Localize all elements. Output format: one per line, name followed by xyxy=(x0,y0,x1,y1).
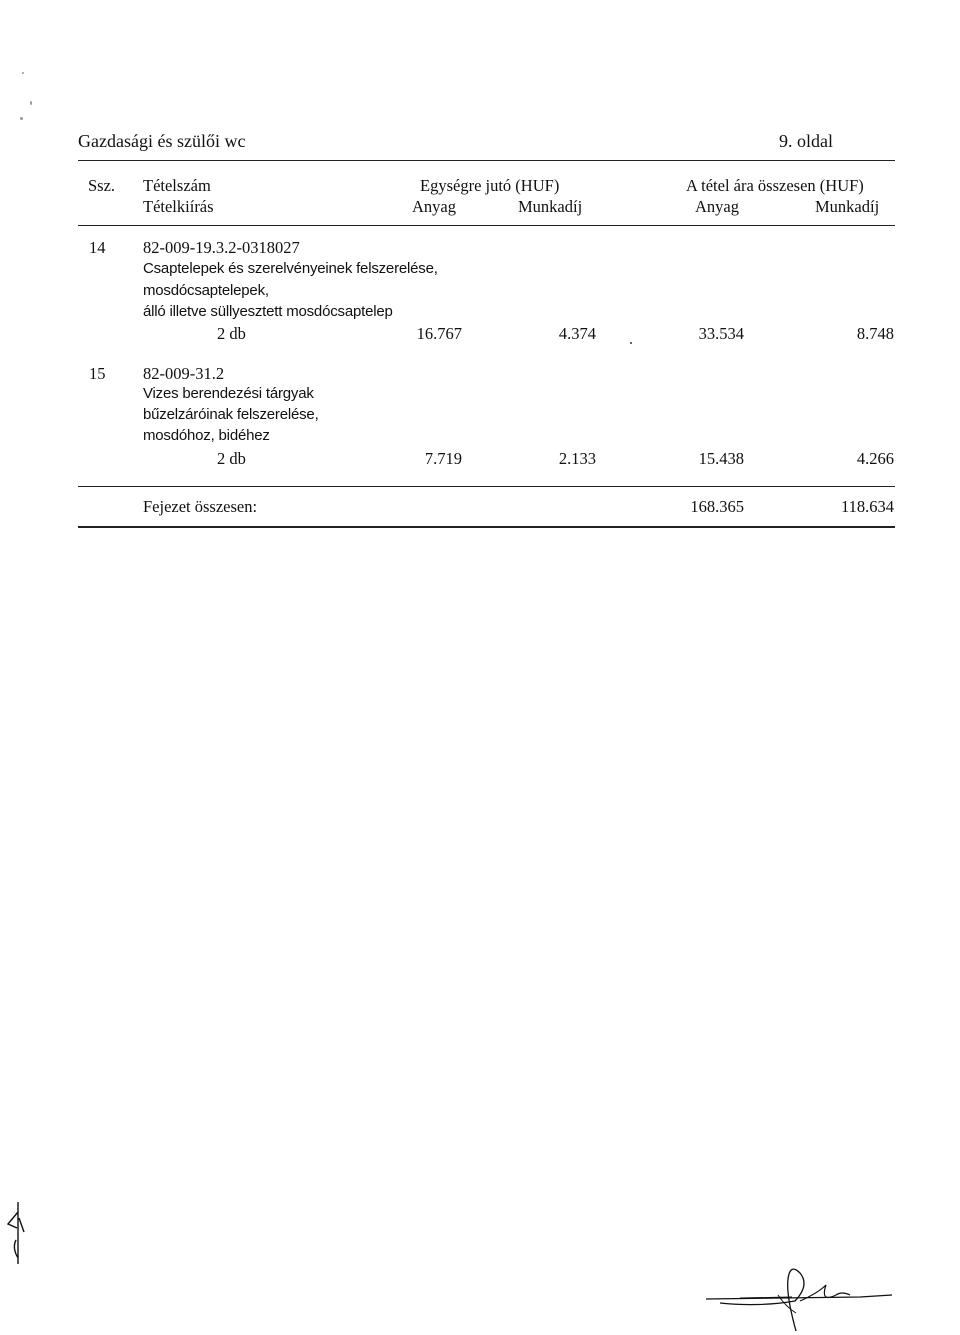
item-unit-labour: 2.133 xyxy=(558,449,596,468)
item-description-line: Vizes berendezési tárgyak xyxy=(143,385,314,402)
item-total-labour: 4.266 xyxy=(856,449,894,468)
col-total-labour: Munkadíj xyxy=(815,197,880,216)
scan-speck xyxy=(630,342,632,344)
document-title: Gazdasági és szülői wc xyxy=(78,131,246,151)
scan-speck xyxy=(20,117,23,120)
item-code: 82-009-31.2 xyxy=(143,364,225,383)
item-description-line: bűzelzáróinak felszerelése, xyxy=(143,406,319,423)
col-total-material: Anyag xyxy=(695,197,739,216)
col-ssz: Ssz. xyxy=(88,176,116,195)
item-ssz: 14 xyxy=(89,238,106,257)
col-item-number: Tételszám xyxy=(143,176,211,195)
header-rule xyxy=(78,160,895,161)
signature-image xyxy=(700,1255,900,1335)
col-total-price-group: A tétel ára összesen (HUF) xyxy=(686,176,864,195)
item-total-labour: 8.748 xyxy=(856,324,894,343)
item-total-material: 15.438 xyxy=(698,449,744,468)
item-quantity: 2 db xyxy=(217,449,246,468)
col-item-description: Tételkiírás xyxy=(143,197,214,216)
item-unit-material: 16.767 xyxy=(416,324,462,343)
item-total-material: 33.534 xyxy=(698,324,744,343)
item-unit-labour: 4.374 xyxy=(558,324,596,343)
item-ssz: 15 xyxy=(89,364,106,383)
summary-top-rule xyxy=(78,486,895,487)
item-unit-material: 7.719 xyxy=(424,449,462,468)
summary-bottom-rule xyxy=(78,526,895,528)
summary-total-material: 168.365 xyxy=(690,497,744,516)
page-number: 9. oldal xyxy=(779,131,833,151)
item-description-line: álló illetve süllyesztett mosdócsaptelep xyxy=(143,303,393,320)
col-unit-material: Anyag xyxy=(412,197,456,216)
item-description-line: Csaptelepek és szerelvényeinek felszerelése, xyxy=(143,260,438,277)
item-description-line: mosdóhoz, bidéhez xyxy=(143,427,270,444)
column-header-rule xyxy=(78,225,895,226)
col-unit-price-group: Egységre jutó (HUF) xyxy=(420,176,560,195)
summary-total-labour: 118.634 xyxy=(840,497,894,516)
item-code: 82-009-19.3.2-0318027 xyxy=(143,238,300,257)
summary-label: Fejezet összesen: xyxy=(143,497,258,516)
col-unit-labour: Munkadíj xyxy=(518,197,583,216)
item-quantity: 2 db xyxy=(217,324,246,343)
scan-speck xyxy=(22,72,24,74)
item-description-line: mosdócsaptelepek, xyxy=(143,282,269,299)
margin-initials-mark xyxy=(4,1198,28,1270)
scan-speck xyxy=(30,101,32,105)
